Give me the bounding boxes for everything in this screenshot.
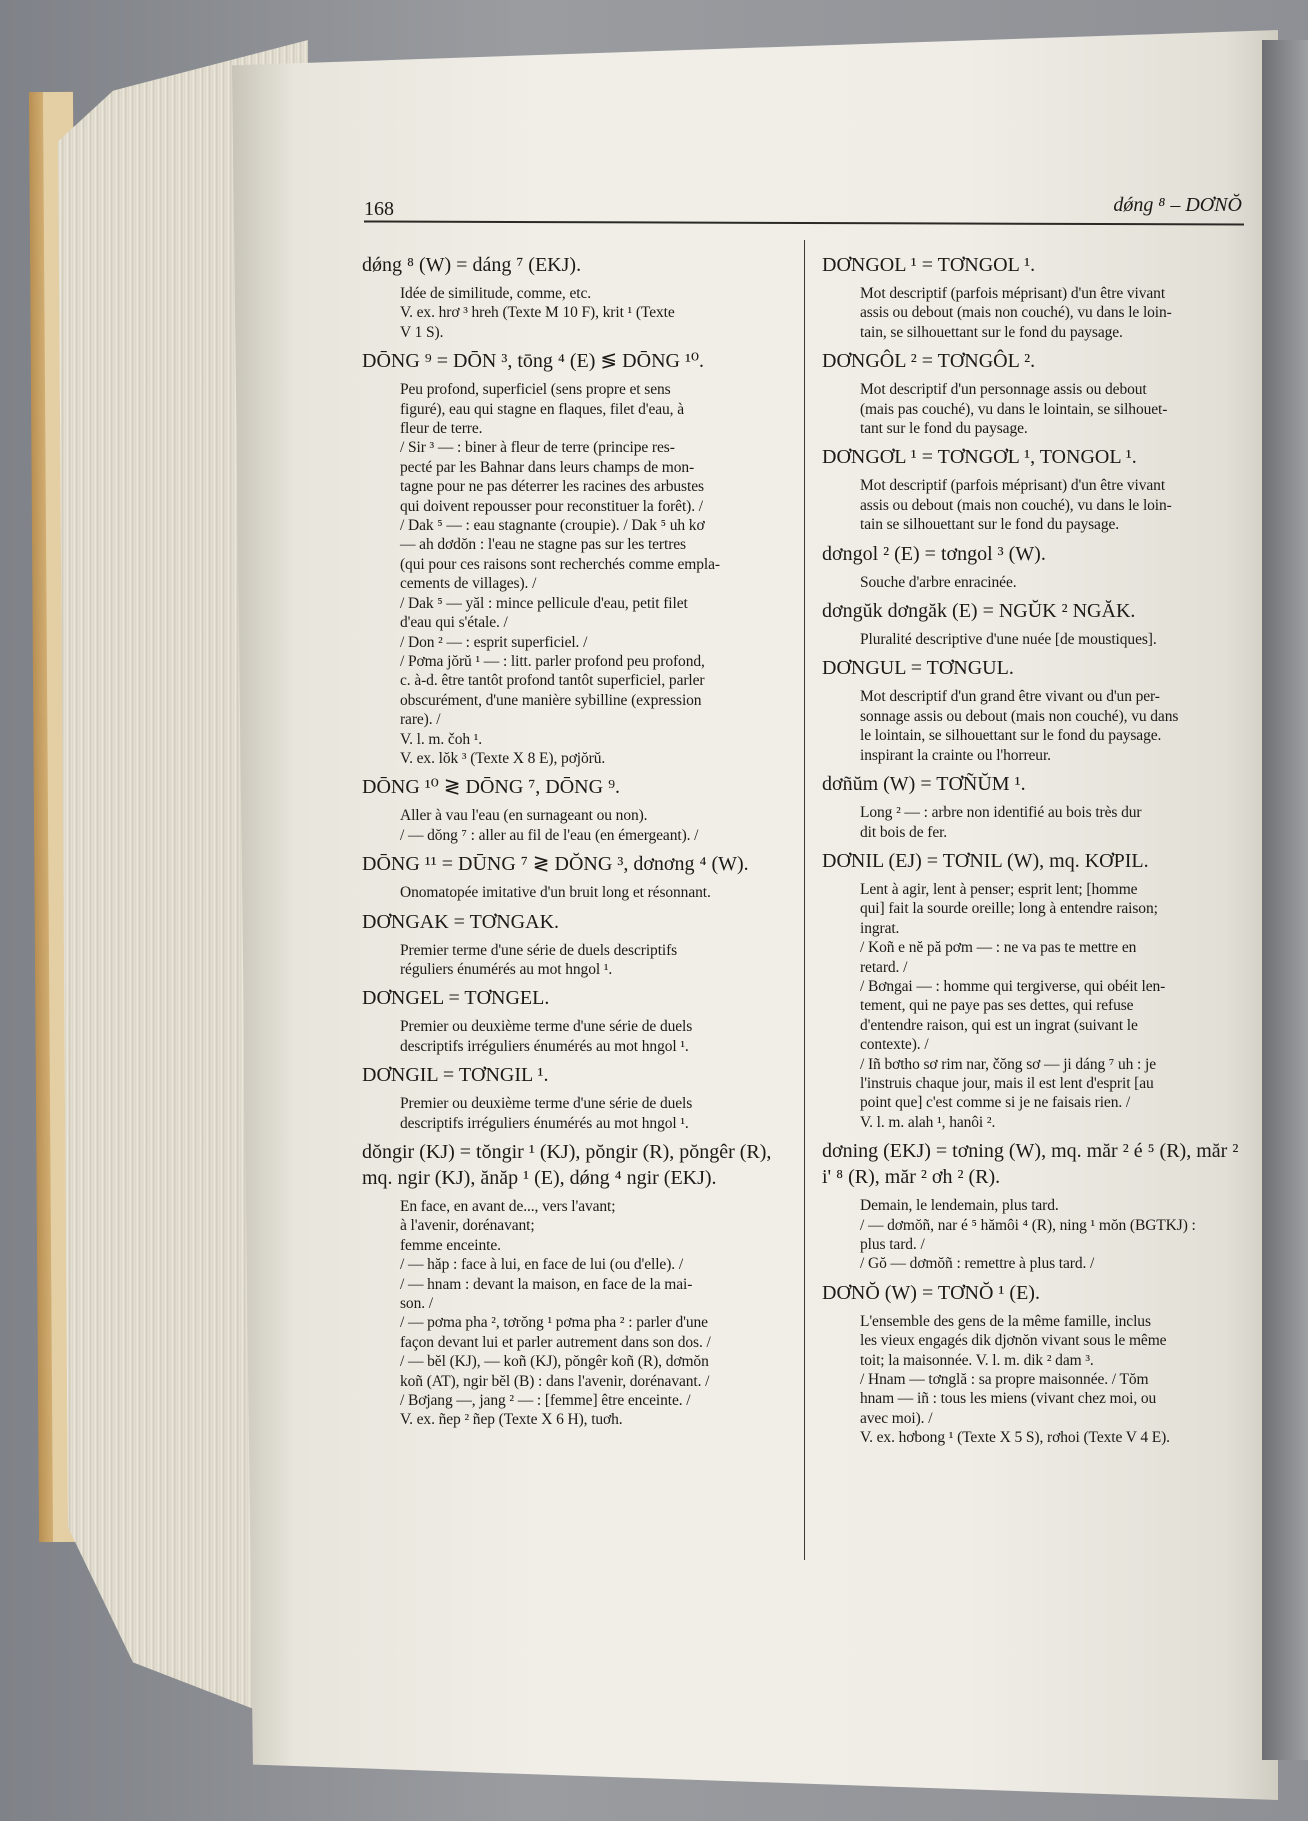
entry-text-line: / Iñ bơtho sơ rim nar, čŏng sơ — ji dáng ⁷ uh : je (860, 1055, 1157, 1073)
entry-text-line: descriptifs irréguliers énumérés au mot hngol ¹. (400, 1114, 689, 1132)
dictionary-entry (822, 444, 1240, 534)
dictionary-entry (362, 851, 786, 902)
entry-headword: DƠNGOL ¹ = TƠNGOL ¹. (822, 254, 1036, 276)
entry-text-line: réguliers énumérés au mot hngol ¹. (400, 960, 613, 978)
right-column (822, 246, 1240, 1454)
entry-headword: DŌNG ¹¹ = DŪNG ⁷ ≷ DŎNG ³, dơnơng ⁴ (W). (362, 853, 749, 876)
entry-text-line: tain se silhouettant sur le fond du paysage. (860, 516, 1120, 534)
entry-text-line: ingrat. (860, 919, 900, 937)
entry-text-line: tagne pour ne pas déterrer les racines des arbustes (400, 478, 704, 496)
entry-text-line: Souche d'arbre enracinée. (860, 573, 1017, 591)
page-header (364, 194, 1242, 224)
entry-headword: DŌNG ⁹ = DŌN ³, tōng ⁴ (E) ≶ DŌNG ¹⁰. (362, 350, 704, 373)
entry-text-line: qui] fait la sourde oreille; long à entendre raison; (860, 900, 1158, 918)
entry-text-line: Premier terme d'une série de duels descriptifs (400, 941, 678, 959)
entry-text-line: Premier ou deuxième terme d'une série de duels (400, 1018, 693, 1036)
entry-text-line: avec moi). / (860, 1409, 933, 1427)
entry-text-line: / Dak ⁵ — : eau stagnante (croupie). / Dak ⁵ uh kơ (400, 517, 705, 535)
dictionary-entry (822, 598, 1240, 649)
entry-headword: DƠNIL (EJ) = TƠNIL (W), mq. KƠPIL. (822, 849, 1149, 872)
entry-text-line: Mot descriptif (parfois méprisant) d'un être vivant (860, 477, 1166, 495)
entry-text-line: Aller à vau l'eau (en surnageant ou non). (400, 807, 648, 825)
entry-text-line: femme enceinte. (400, 1236, 501, 1254)
entry-text-line: l'instruis chaque jour, mais il est lent d'esprit [au (860, 1074, 1154, 1092)
dictionary-entry (822, 771, 1240, 842)
entry-text-line: inspirant la crainte ou l'horreur. (860, 746, 1051, 764)
entry-text-line: façon devant lui et parler autrement dans son dos. / (400, 1333, 711, 1351)
entry-text-line: Mot descriptif d'un grand être vivant ou d'un per- (860, 688, 1160, 706)
entry-text-line: V. ex. hơbong ¹ (Texte X 5 S), rơhoi (Texte V 4 E). (860, 1429, 1170, 1447)
dictionary-entry (362, 252, 786, 342)
entry-headword: DƠNGUL = TƠNGUL. (822, 657, 1014, 680)
dictionary-entry (822, 252, 1240, 342)
entry-text-line: V. ex. hrơ ³ hreh (Texte M 10 F), krit ¹ (Texte (400, 304, 675, 322)
entry-text-line: — ah dơdŏn : l'eau ne stagne pas sur les tertres (400, 536, 686, 554)
entry-text-line: rare). / (400, 711, 441, 729)
entry-text-line: son. / (400, 1295, 433, 1313)
entry-text-line: toit; la maisonnée. V. l. m. dik ² dam ³. (860, 1351, 1094, 1369)
entry-text-line: (qui pour ces raisons sont recherchés comme empla- (400, 555, 720, 573)
entry-text-line: koñ (AT), ngir bĕl (B) : dans l'avenir, dorénavant. / (400, 1372, 710, 1390)
entry-text-line: Long ² — : arbre non identifié au bois très dur (860, 804, 1142, 822)
entry-text-line: point que] c'est comme si je ne faisais rien. / (860, 1094, 1131, 1112)
entry-text-line: Mot descriptif d'un personnage assis ou debout (860, 381, 1147, 399)
running-head: dǿng ⁸ – DƠNŎ (1113, 194, 1242, 216)
entry-text-line: L'ensemble des gens de la même famille, inclus (860, 1312, 1151, 1330)
entry-text-line: Lent à agir, lent à penser; esprit lent; [homme (860, 880, 1138, 898)
entry-text-line: tain, se silhouettant sur le fond du paysage. (860, 323, 1123, 341)
entry-headword: dǿng ⁸ (W) = dáng ⁷ (EKJ). (362, 254, 582, 276)
entry-text-line: obscurément, d'une manière sybilline (expression (400, 691, 702, 709)
entry-text-line: assis ou debout (mais non couché), vu dans le loin- (860, 496, 1172, 514)
entry-text-line: descriptifs irréguliers énumérés au mot hngol ¹. (400, 1037, 689, 1055)
entry-text-line: (mais pas couché), vu dans le lointain, se silhouet- (860, 400, 1168, 418)
entry-text-line: tement, qui ne paye pas ses dettes, qui refuse (860, 997, 1134, 1015)
entry-text-line: V 1 S). (400, 323, 444, 341)
entry-text-line: contexte). / (860, 1036, 929, 1054)
entry-text-line: d'eau qui s'étale. / (400, 614, 508, 632)
entry-text-line: dit bois de fer. (860, 823, 948, 841)
entry-text-line: V. l. m. alah ¹, hanôi ². (860, 1113, 996, 1131)
entry-text-line: d'entendre raison, qui est un ingrat (suivant le (860, 1016, 1138, 1034)
entry-headword: dơning (EKJ) = tơning (W), mq. măr ² é ⁵ (R), măr ² i' ⁸ (R), măr ² ơh ² (R). (822, 1140, 1239, 1189)
entry-text-line: Demain, le lendemain, plus tard. (860, 1197, 1059, 1215)
entry-headword: DƠNGIL = TƠNGIL ¹. (362, 1064, 549, 1087)
dictionary-entry (822, 348, 1240, 438)
entry-text-line: / — bĕl (KJ), — koñ (KJ), pŏngêr koñ (R), dơmŏn (400, 1353, 709, 1371)
entry-text-line: Onomatopée imitative d'un bruit long et résonnant. (400, 884, 711, 902)
entry-text-line: hnam — iñ : tous les miens (vivant chez moi, ou (860, 1390, 1157, 1408)
dictionary-entry (362, 909, 786, 980)
entry-text-line: qui doivent repousser pour reconstituer la forêt). / (400, 497, 703, 515)
entry-text-line: / — pơma pha ², tơrŏng ¹ pơma pha ² : parler d'une (400, 1314, 708, 1332)
entry-headword: dŏngir (KJ) = tŏngir ¹ (KJ), pŏngir (R), pŏngêr (R), mq. ngir (KJ), ănăp ¹ (E), dǿng ⁴ ngir (EKJ). (362, 1141, 772, 1189)
entry-text-line: / — dơmŏñ, nar é ⁵ hămôi ⁴ (R), ning ¹ mŏn (BGTKJ) : (860, 1216, 1196, 1234)
entry-text-line: / — hnam : devant la maison, en face de la mai- (400, 1275, 693, 1293)
entry-text-line: / Bơngai — : homme qui tergiverse, qui obéit len- (860, 977, 1166, 995)
entry-text-line: V. ex. lŏk ³ (Texte X 8 E), pơjŏrŭ. (400, 749, 606, 767)
entry-text-line: / Sir ³ — : biner à fleur de terre (principe res- (400, 439, 675, 457)
dictionary-entry (362, 985, 786, 1056)
dictionary-entry (362, 348, 786, 768)
page-number: 168 (364, 198, 394, 220)
dictionary-entry (822, 1138, 1240, 1274)
entry-headword: DƠNGƠL ¹ = TƠNGƠL ¹, TONGOL ¹. (822, 446, 1137, 469)
entry-headword: DŌNG ¹⁰ ≷ DŌNG ⁷, DŌNG ⁹. (362, 776, 621, 799)
entry-headword: DƠNGAK = TƠNGAK. (362, 910, 560, 933)
entry-text-line: Mot descriptif (parfois méprisant) d'un être vivant (860, 285, 1166, 302)
entry-text-line: Idée de similitude, comme, etc. (400, 285, 592, 302)
entry-text-line: à l'avenir, dorénavant; (400, 1217, 535, 1235)
entry-text-line: / Bơjang —, jang ² — : [femme] être enceinte. / (400, 1392, 691, 1410)
entry-text-line: / Gŏ — dơmŏñ : remettre à plus tard. / (860, 1255, 1095, 1273)
entry-text-line: sonnage assis ou debout (mais non couché), vu dans (860, 707, 1179, 725)
entry-text-line: V. l. m. čoh ¹. (400, 730, 483, 748)
entry-headword: dơngol ² (E) = tơngol ³ (W). (822, 542, 1046, 565)
dictionary-entry (822, 655, 1240, 765)
entry-text-line: tant sur le fond du paysage. (860, 420, 1028, 438)
entry-text-line: pecté par les Bahnar dans leurs champs de mon- (400, 458, 695, 476)
dictionary-entry (822, 1280, 1240, 1448)
entry-text-line: / Dak ⁵ — yăl : mince pellicule d'eau, petit filet (400, 594, 688, 612)
entry-text-line: retard. / (860, 958, 908, 976)
entry-text-line: le lointain, se silhouettant sur le fond du paysage. (860, 727, 1162, 745)
entry-headword: DƠNGÔL ² = TƠNGÔL ². (822, 350, 1036, 373)
entry-text-line: / Don ² — : esprit superficiel. / (400, 633, 588, 651)
column-divider (804, 240, 805, 1560)
entry-text-line: Peu profond, superficiel (sens propre et sens (400, 381, 671, 399)
entry-text-line: / — dŏng ⁷ : aller au fil de l'eau (en émergeant). / (400, 826, 699, 844)
entry-text-line: c. à-d. être tantôt profond tantôt superficiel, parler (400, 672, 705, 690)
entry-text-line: fleur de terre. (400, 420, 483, 438)
entry-text-line: assis ou debout (mais non couché), vu dans le loin- (860, 304, 1172, 322)
entry-text-line: / Koñ e nĕ pă pơm — : ne va pas te mettre en (860, 939, 1137, 957)
dictionary-entry (362, 1062, 786, 1133)
entry-headword: DƠNGEL = TƠNGEL. (362, 987, 550, 1010)
entry-text-line: En face, en avant de..., vers l'avant; (400, 1198, 616, 1215)
entry-text-line: figuré), eau qui stagne en flaques, filet d'eau, à (400, 400, 684, 418)
facing-page-edge (1262, 40, 1308, 1760)
dictionary-entry (822, 848, 1240, 1132)
entry-text-line: cements de villages). / (400, 575, 537, 593)
entry-text-line: Premier ou deuxième terme d'une série de duels (400, 1095, 693, 1113)
dictionary-entry (822, 541, 1240, 592)
left-column (362, 246, 786, 1436)
entry-text-line: V. ex. ñep ² ñep (Texte X 6 H), tuơh. (400, 1411, 623, 1429)
entry-headword: dơñŭm (W) = TƠÑŬM ¹. (822, 773, 1026, 796)
entry-text-line: plus tard. / (860, 1236, 925, 1253)
entry-text-line: / Hnam — tơnglă : sa propre maisonnée. / Tŏm (860, 1371, 1149, 1389)
entry-text-line: / Pơma jŏrŭ ¹ — : litt. parler profond peu profond, (400, 652, 705, 670)
entry-headword: dơngŭk dơngăk (E) = NGŬK ² NGĂK. (822, 600, 1136, 623)
entry-headword: DƠNŎ (W) = TƠNŎ ¹ (E). (822, 1281, 1040, 1304)
entry-text-line: les vieux engagés dik djơnŏn vivant sous le même (860, 1332, 1167, 1350)
dictionary-entry (362, 1139, 786, 1430)
entry-text-line: Pluralité descriptive d'une nuée [de moustiques]. (860, 631, 1157, 649)
dictionary-entry (362, 774, 786, 845)
entry-text-line: / — hăp : face à lui, en face de lui (ou d'elle). / (400, 1256, 684, 1274)
